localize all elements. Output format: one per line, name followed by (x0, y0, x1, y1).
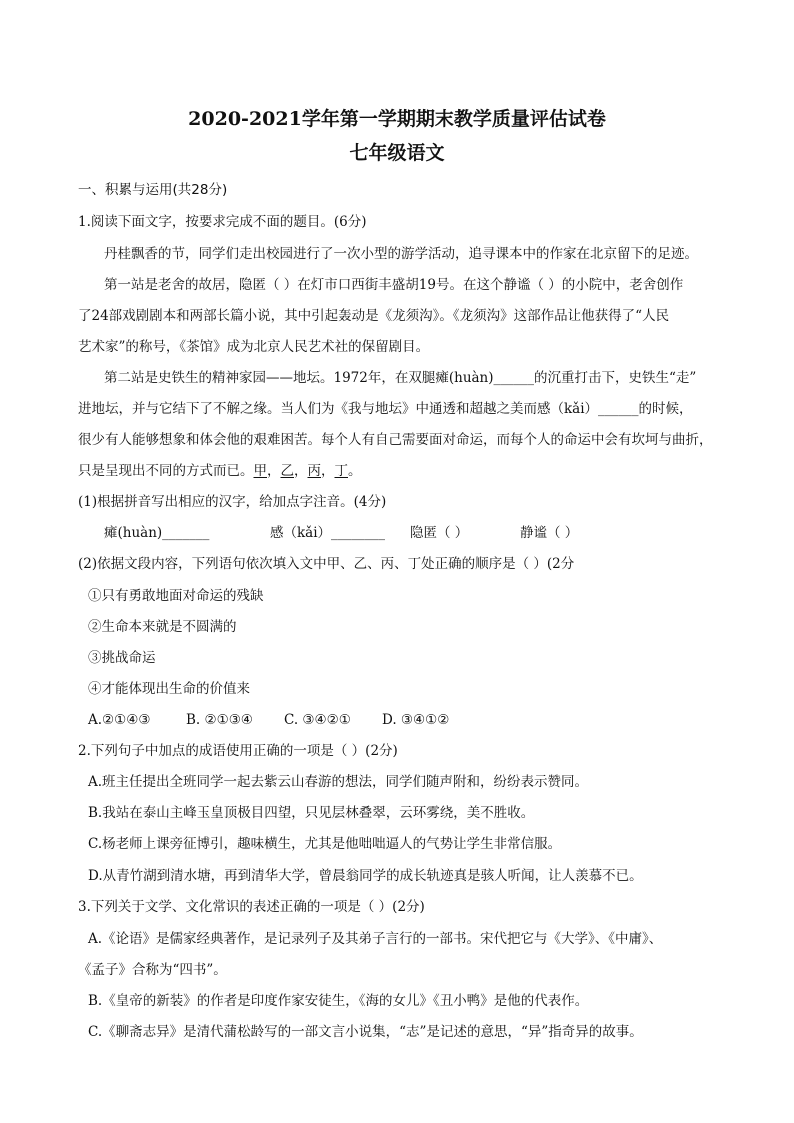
q2-prompt: 2.下列句子中加点的成语使用正确的一项是（ ）(2分) (78, 743, 398, 759)
sentence-3: ③挑战命运 (88, 650, 156, 666)
q1-paragraph-2-line-3: 艺术家”的称号，《茶馆》成为北京人民艺术社的保留剧目。 (78, 339, 430, 355)
mark-yi: 乙 (280, 463, 294, 479)
q1-paragraph-3-line-1: 第二站是史铁生的精神家园——地坛。1972年，在双腿瘫(huàn)______的沉重打击下，史铁生“走” (104, 370, 697, 386)
q1-sub2-options (88, 710, 728, 730)
q2-option-c: C.杨老师上课旁征博引，趣味横生，尤其是他咄咄逼人的气势让学生非常信服。 (88, 836, 562, 852)
q3-option-a-line-2: 《孟子》合称为“四书”。 (78, 962, 227, 978)
blank-yinni: 隐匿（ ） (410, 525, 469, 541)
q1-paragraph-2-line-1: 第一站是老舍的故居，隐匿（ ）在灯市口西街丰盛胡19号。在这个静谧（ ）的小院中，老舍创作 (104, 277, 684, 293)
exam-subtitle: 七年级语文 (349, 142, 445, 164)
q2-option-d: D.从青竹湖到清水塘，再到清华大学，曾晨翁同学的成长轨迹真是骇人听闻，让人羡慕不已。 (88, 868, 643, 884)
option-c: C. ③④②① (284, 712, 351, 728)
option-d: D. ③④①② (382, 712, 450, 728)
q1-paragraph-1: 丹桂飘香的节，同学们走出校园进行了一次小型的游学活动，追寻课本中的作家在北京留下的足迹。 (104, 246, 698, 262)
q1-sub1-prompt: (1)根据拼音写出相应的汉字，给加点字注音。(4分) (78, 494, 387, 510)
section-heading: 一、积累与运用(共28分) (78, 182, 228, 198)
q3-option-c: C.《聊斋志异》是清代蒲松龄写的一部文言小说集，“志”是记述的意思，“异”指奇异的故事。 (88, 1024, 643, 1040)
sentence-1: ①只有勇敢地面对命运的残缺 (88, 588, 264, 604)
q1-paragraph-3-line-2: 进地坛，并与它结下了不解之缘。当人们为《我与地坛》中通透和超越之美而感（kǎi）______的时候， (78, 401, 693, 417)
q1-sub1-items (104, 523, 728, 543)
q2-option-b: B.我站在泰山主峰玉皇顶极目四望，只见层林叠翠，云环雾绕，美不胜收。 (88, 805, 535, 821)
sentence-2: ②生命本来就是不圆满的 (88, 619, 237, 635)
blank-kai: 感（kǎi）________ (270, 525, 386, 541)
option-b: B. ②①③④ (186, 712, 253, 728)
blank-huan: 瘫(huàn)_______ (104, 525, 210, 541)
blank-jingmi: 静谧（ ） (520, 525, 579, 541)
mark-bing: 丙 (307, 463, 321, 479)
sentence-4: ④才能体现出生命的价值来 (88, 681, 250, 697)
q3-option-b: B.《皇帝的新装》的作者是印度作家安徒生，《海的女儿》《丑小鸭》是他的代表作。 (88, 993, 589, 1009)
option-a: A.②①④③ (88, 712, 151, 728)
mark-ding: 丁 (334, 463, 348, 479)
q1-sub2-prompt: (2)依据文段内容，下列语句依次填入文中甲、乙、丙、丁处正确的顺序是（ ）(2分 (78, 556, 575, 572)
q2-option-a: A.班主任提出全班同学一起去紫云山春游的想法，同学们随声附和，纷纷表示赞同。 (88, 774, 589, 790)
q3-option-a-line-1: A.《论语》是儒家经典著作，是记录列子及其弟子言行的一部书。宋代把它与《大学》、《中庸》、 (88, 931, 663, 947)
q1-paragraph-3-line-3: 很少有人能够想象和体会他的艰难困苦。每个人有自己需要面对命运，而每个人的命运中会有坎坷与曲折， (78, 432, 713, 448)
mark-jia: 甲 (253, 463, 267, 479)
q1-paragraph-3-line-4: 只是呈现出不同的方式而已。甲，乙，丙，丁。 (78, 463, 362, 479)
q1-prompt: 1.阅读下面文字，按要求完成不面的题目。(6分) (78, 214, 367, 230)
q1-paragraph-2-line-2: 了24部戏剧剧本和两部长篇小说，其中引起轰动是《龙须沟》。《龙须沟》这部作品让他获得了“人民 (78, 308, 670, 324)
exam-title: 2020-2021学年第一学期期末教学质量评估试卷 (188, 108, 606, 130)
q3-prompt: 3.下列关于文学、文化常识的表述正确的一项是（ ）(2分) (78, 899, 425, 915)
line-text: 只是呈现出不同的方式而已。 (78, 463, 254, 479)
